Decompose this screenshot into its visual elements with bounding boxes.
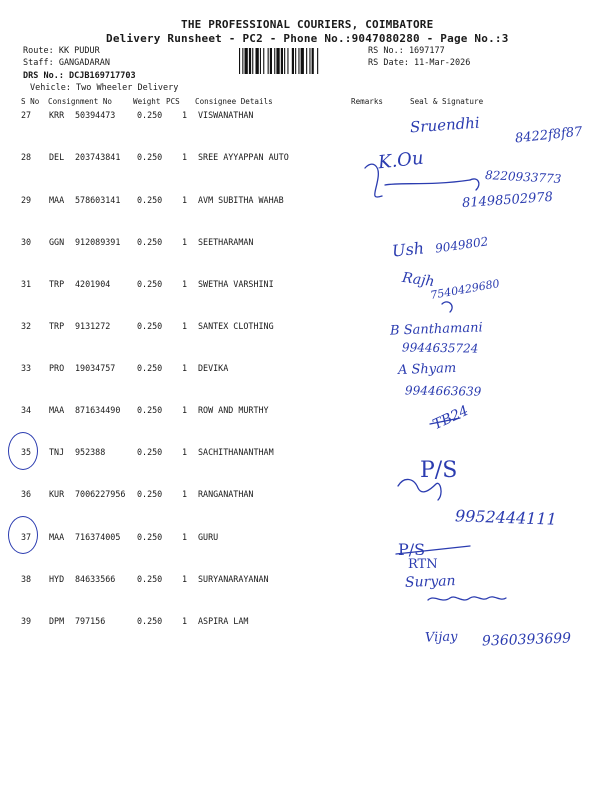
row-sno: 37 bbox=[21, 532, 32, 542]
row-weight: 0.250 bbox=[137, 195, 163, 205]
phone-row-32: 9944635724 bbox=[401, 340, 479, 356]
row-pcs: 1 bbox=[182, 363, 188, 373]
row-weight: 0.250 bbox=[137, 489, 163, 499]
col-weight: Weight bbox=[133, 97, 161, 106]
row-pcs: 1 bbox=[182, 616, 188, 626]
ps-mark-row-35: P/S bbox=[420, 458, 458, 483]
phone-row-31: 7540429680 bbox=[429, 277, 501, 302]
handdrawn-circle-35 bbox=[8, 432, 38, 470]
row-consignee: ASPIRA LAM bbox=[198, 616, 249, 626]
row-consignee: SANTEX CLOTHING bbox=[198, 321, 274, 331]
row-pcs: 1 bbox=[182, 237, 188, 247]
rtn-mark-row-37: RTN bbox=[408, 557, 438, 572]
col-seal-signature: Seal & Signature bbox=[410, 97, 484, 106]
phone-row-36: 9952444111 bbox=[454, 506, 558, 529]
row-consignee: ROW AND MURTHY bbox=[198, 405, 269, 415]
row-consignment-no: 871634490 bbox=[75, 405, 121, 415]
row-consignment-no: 203743841 bbox=[75, 152, 121, 162]
row-origin-code: KUR bbox=[49, 489, 65, 499]
row-sno: 32 bbox=[21, 321, 32, 331]
ps-mark-row-37: P/S bbox=[398, 540, 426, 559]
col-consignee: Consignee Details bbox=[195, 97, 273, 106]
row-weight: 0.250 bbox=[137, 363, 163, 373]
row-origin-code: MAA bbox=[49, 532, 65, 542]
row-pcs: 1 bbox=[182, 152, 188, 162]
row-sno: 34 bbox=[21, 405, 32, 415]
route-label: Route: KK PUDUR bbox=[23, 46, 100, 56]
row-weight: 0.250 bbox=[137, 447, 163, 457]
row-consignment-no: 7006227956 bbox=[75, 489, 126, 499]
row-consignee: VISWANATHAN bbox=[198, 110, 254, 120]
table-row bbox=[0, 152, 600, 166]
row-consignment-no: 578603141 bbox=[75, 195, 121, 205]
row-origin-code: DEL bbox=[49, 152, 65, 162]
row-pcs: 1 bbox=[182, 489, 188, 499]
signature-row-31: Rajh bbox=[401, 269, 436, 291]
signature-row-27: Sruendhi bbox=[409, 113, 481, 137]
row-sno: 38 bbox=[21, 574, 32, 584]
row-weight: 0.250 bbox=[137, 237, 163, 247]
row-sno: 31 bbox=[21, 279, 32, 289]
row-consignee: GURU bbox=[198, 532, 219, 542]
signature-row-32: B Santhamani bbox=[389, 320, 483, 339]
row-origin-code: PRO bbox=[49, 363, 65, 373]
row-consignment-no: 19034757 bbox=[75, 363, 116, 373]
row-weight: 0.250 bbox=[137, 405, 163, 415]
col-remarks: Remarks bbox=[351, 97, 384, 106]
row-weight: 0.250 bbox=[137, 616, 163, 626]
row-origin-code: GGN bbox=[49, 237, 65, 247]
row-pcs: 1 bbox=[182, 447, 188, 457]
row-consignee: SREE AYYAPPAN AUTO bbox=[198, 152, 289, 162]
drs-number: DRS No.: DCJB169717703 bbox=[23, 71, 136, 81]
phone-row-27: 8422f8f87 bbox=[514, 124, 584, 147]
row-consignment-no: 797156 bbox=[75, 616, 106, 626]
row-consignment-no: 84633566 bbox=[75, 574, 116, 584]
row-weight: 0.250 bbox=[137, 110, 163, 120]
row-sno: 29 bbox=[21, 195, 32, 205]
row-consignee: SWETHA VARSHINI bbox=[198, 279, 274, 289]
table-row bbox=[0, 447, 600, 461]
table-row bbox=[0, 321, 600, 335]
table-row bbox=[0, 279, 600, 293]
table-row bbox=[0, 237, 600, 251]
handdrawn-circle-37 bbox=[8, 516, 38, 554]
row-pcs: 1 bbox=[182, 279, 188, 289]
signature-row-28: K.Ou bbox=[377, 147, 425, 174]
row-consignee: DEVIKA bbox=[198, 363, 229, 373]
row-sno: 39 bbox=[21, 616, 32, 626]
row-consignment-no: 952388 bbox=[75, 447, 106, 457]
row-consignment-no: 912089391 bbox=[75, 237, 121, 247]
row-pcs: 1 bbox=[182, 574, 188, 584]
table-row bbox=[0, 616, 600, 630]
row-weight: 0.250 bbox=[137, 532, 163, 542]
row-pcs: 1 bbox=[182, 110, 188, 120]
table-row bbox=[0, 405, 600, 419]
signature-row-33: A Shyam bbox=[397, 360, 457, 379]
col-consignment: Consignment No bbox=[48, 97, 113, 106]
staff-label: Staff: GANGADARAN bbox=[23, 58, 110, 68]
row-pcs: 1 bbox=[182, 532, 188, 542]
table-row bbox=[0, 360, 600, 379]
row-consignment-no: 4201904 bbox=[75, 279, 111, 289]
row-weight: 0.250 bbox=[137, 279, 163, 289]
rs-number: RS No.: 1697177 bbox=[368, 46, 445, 56]
company-title: THE PROFESSIONAL COURIERS, COIMBATORE bbox=[181, 18, 434, 31]
runsheet-subtitle: Delivery Runsheet - PC2 - Phone No.:9047080280 - Page No.:3 bbox=[106, 32, 509, 45]
phone-row-28: 8220933773 bbox=[484, 168, 562, 186]
row-origin-code: KRR bbox=[49, 110, 65, 120]
phone-row-29: 81498502978 bbox=[461, 189, 554, 212]
row-weight: 0.250 bbox=[137, 152, 163, 162]
signature-row-39: Vijay bbox=[424, 629, 458, 646]
phone-row-30: 9049802 bbox=[434, 234, 490, 256]
row-origin-code: TRP bbox=[49, 321, 65, 331]
row-sno: 30 bbox=[21, 237, 32, 247]
row-origin-code: TRP bbox=[49, 279, 65, 289]
row-consignee: SEETHARAMAN bbox=[198, 237, 254, 247]
row-consignee: AVM SUBITHA WAHAB bbox=[198, 195, 284, 205]
row-pcs: 1 bbox=[182, 195, 188, 205]
phone-row-33: 9944663639 bbox=[404, 383, 482, 399]
row-origin-code: TNJ bbox=[49, 447, 65, 457]
row-consignee: RANGANATHAN bbox=[198, 489, 254, 499]
row-sno: 36 bbox=[21, 489, 32, 499]
phone-row-39: 9360393699 bbox=[481, 630, 572, 650]
row-consignee: SURYANARAYANAN bbox=[198, 574, 269, 584]
row-consignment-no: 50394473 bbox=[75, 110, 116, 120]
vehicle-label: Vehicle: Two Wheeler Delivery bbox=[30, 83, 179, 93]
table-row bbox=[0, 110, 600, 124]
row-origin-code: MAA bbox=[49, 195, 65, 205]
row-consignment-no: 9131272 bbox=[75, 321, 111, 331]
row-consignee: SACHITHANANTHAM bbox=[198, 447, 274, 457]
row-origin-code: DPM bbox=[49, 616, 65, 626]
signature-row-38: Suryan bbox=[404, 573, 456, 591]
table-row bbox=[0, 574, 600, 588]
table-row bbox=[0, 532, 600, 546]
row-consignment-no: 716374005 bbox=[75, 532, 121, 542]
row-sno: 33 bbox=[21, 363, 32, 373]
row-sno: 27 bbox=[21, 110, 32, 120]
row-origin-code: HYD bbox=[49, 574, 65, 584]
table-row bbox=[0, 489, 600, 503]
rs-date: RS Date: 11-Mar-2026 bbox=[368, 58, 471, 68]
row-origin-code: MAA bbox=[49, 405, 65, 415]
col-pcs: PCS bbox=[166, 97, 180, 106]
row-weight: 0.250 bbox=[137, 574, 163, 584]
row-sno: 35 bbox=[21, 447, 32, 457]
signature-row-34: TB24 bbox=[430, 402, 472, 434]
row-sno: 28 bbox=[21, 152, 32, 162]
row-pcs: 1 bbox=[182, 321, 188, 331]
barcode-image bbox=[238, 48, 364, 74]
row-weight: 0.250 bbox=[137, 321, 163, 331]
signature-row-30: Ush bbox=[391, 238, 425, 261]
col-sno: S No bbox=[21, 97, 40, 106]
row-pcs: 1 bbox=[182, 405, 188, 415]
